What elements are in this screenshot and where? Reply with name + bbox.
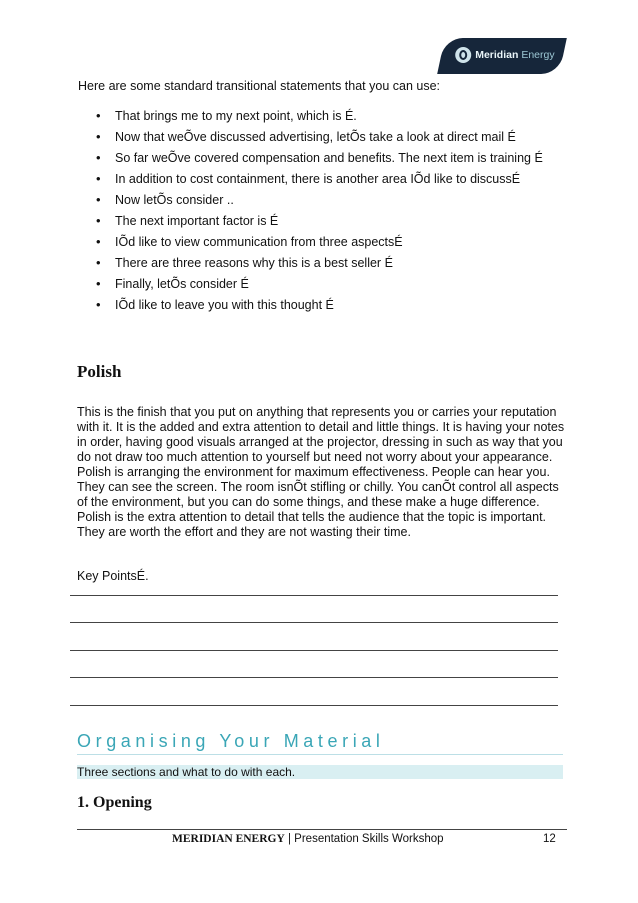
- opening-heading: 1. Opening: [77, 794, 152, 811]
- key-points-label: Key PointsÉ.: [77, 569, 149, 583]
- list-item: • IÕd like to view communication from three aspectsÉ: [115, 234, 555, 250]
- section-subtitle: Three sections and what to do with each.: [77, 765, 563, 779]
- polish-heading: Polish: [77, 362, 122, 381]
- footer-separator: |: [284, 833, 295, 845]
- page-number: 12: [543, 833, 556, 845]
- meridian-logo-icon: [455, 47, 471, 63]
- footer: [172, 833, 444, 845]
- section-title: Organising Your Material: [77, 731, 563, 755]
- transition-list: [0, 108, 638, 318]
- polish-paragraph: This is the finish that you put on anything that represents you or carries your reputation with it. It is the added and extra attention to detail and little things. It is having your notes in order, having good visuals arranged at the projector, dressing in such as way that you do not draw too much attention to yourself but need not worry about your appearance. Polish is arranging the environment for maximum effectiveness. People can hear you. They can see the screen. The room isnÕt stifling or chilly. You canÕt control all aspects of the environment, but you can do some things, and these make a huge difference. Polish is the extra attention to detail that tells the audience that the topic is important. They are worth the effort and they are not wasting their time.: [77, 405, 565, 539]
- list-item: • The next important factor is É: [115, 213, 555, 229]
- list-item: • So far weÕve covered compensation and benefits. The next item is training É: [115, 150, 555, 166]
- footer-title: Presentation Skills Workshop: [294, 833, 444, 845]
- list-item: • Now that weÕve discussed advertising, letÕs take a look at direct mail É: [115, 129, 555, 145]
- note-line: [70, 677, 558, 678]
- list-item: • IÕd like to leave you with this thought É: [115, 297, 555, 313]
- list-item: • There are three reasons why this is a best seller É: [115, 255, 555, 271]
- footer-divider: [77, 829, 567, 830]
- list-item: • That brings me to my next point, which is É.: [115, 108, 555, 124]
- footer-company: MERIDIAN ENERGY: [172, 833, 285, 845]
- list-item: • In addition to cost containment, there is another area IÕd like to discussÉ: [115, 171, 555, 187]
- list-item: • Finally, letÕs consider É: [115, 276, 555, 292]
- logo-text: Meridian Energy: [475, 49, 555, 61]
- note-line: [70, 595, 558, 596]
- note-line: [70, 650, 558, 651]
- intro-text: Here are some standard transitional statements that you can use:: [78, 79, 440, 93]
- note-line: [70, 622, 558, 623]
- meridian-energy-logo: [437, 38, 567, 74]
- note-line: [70, 705, 558, 706]
- list-item: • Now letÕs consider ..: [115, 192, 555, 208]
